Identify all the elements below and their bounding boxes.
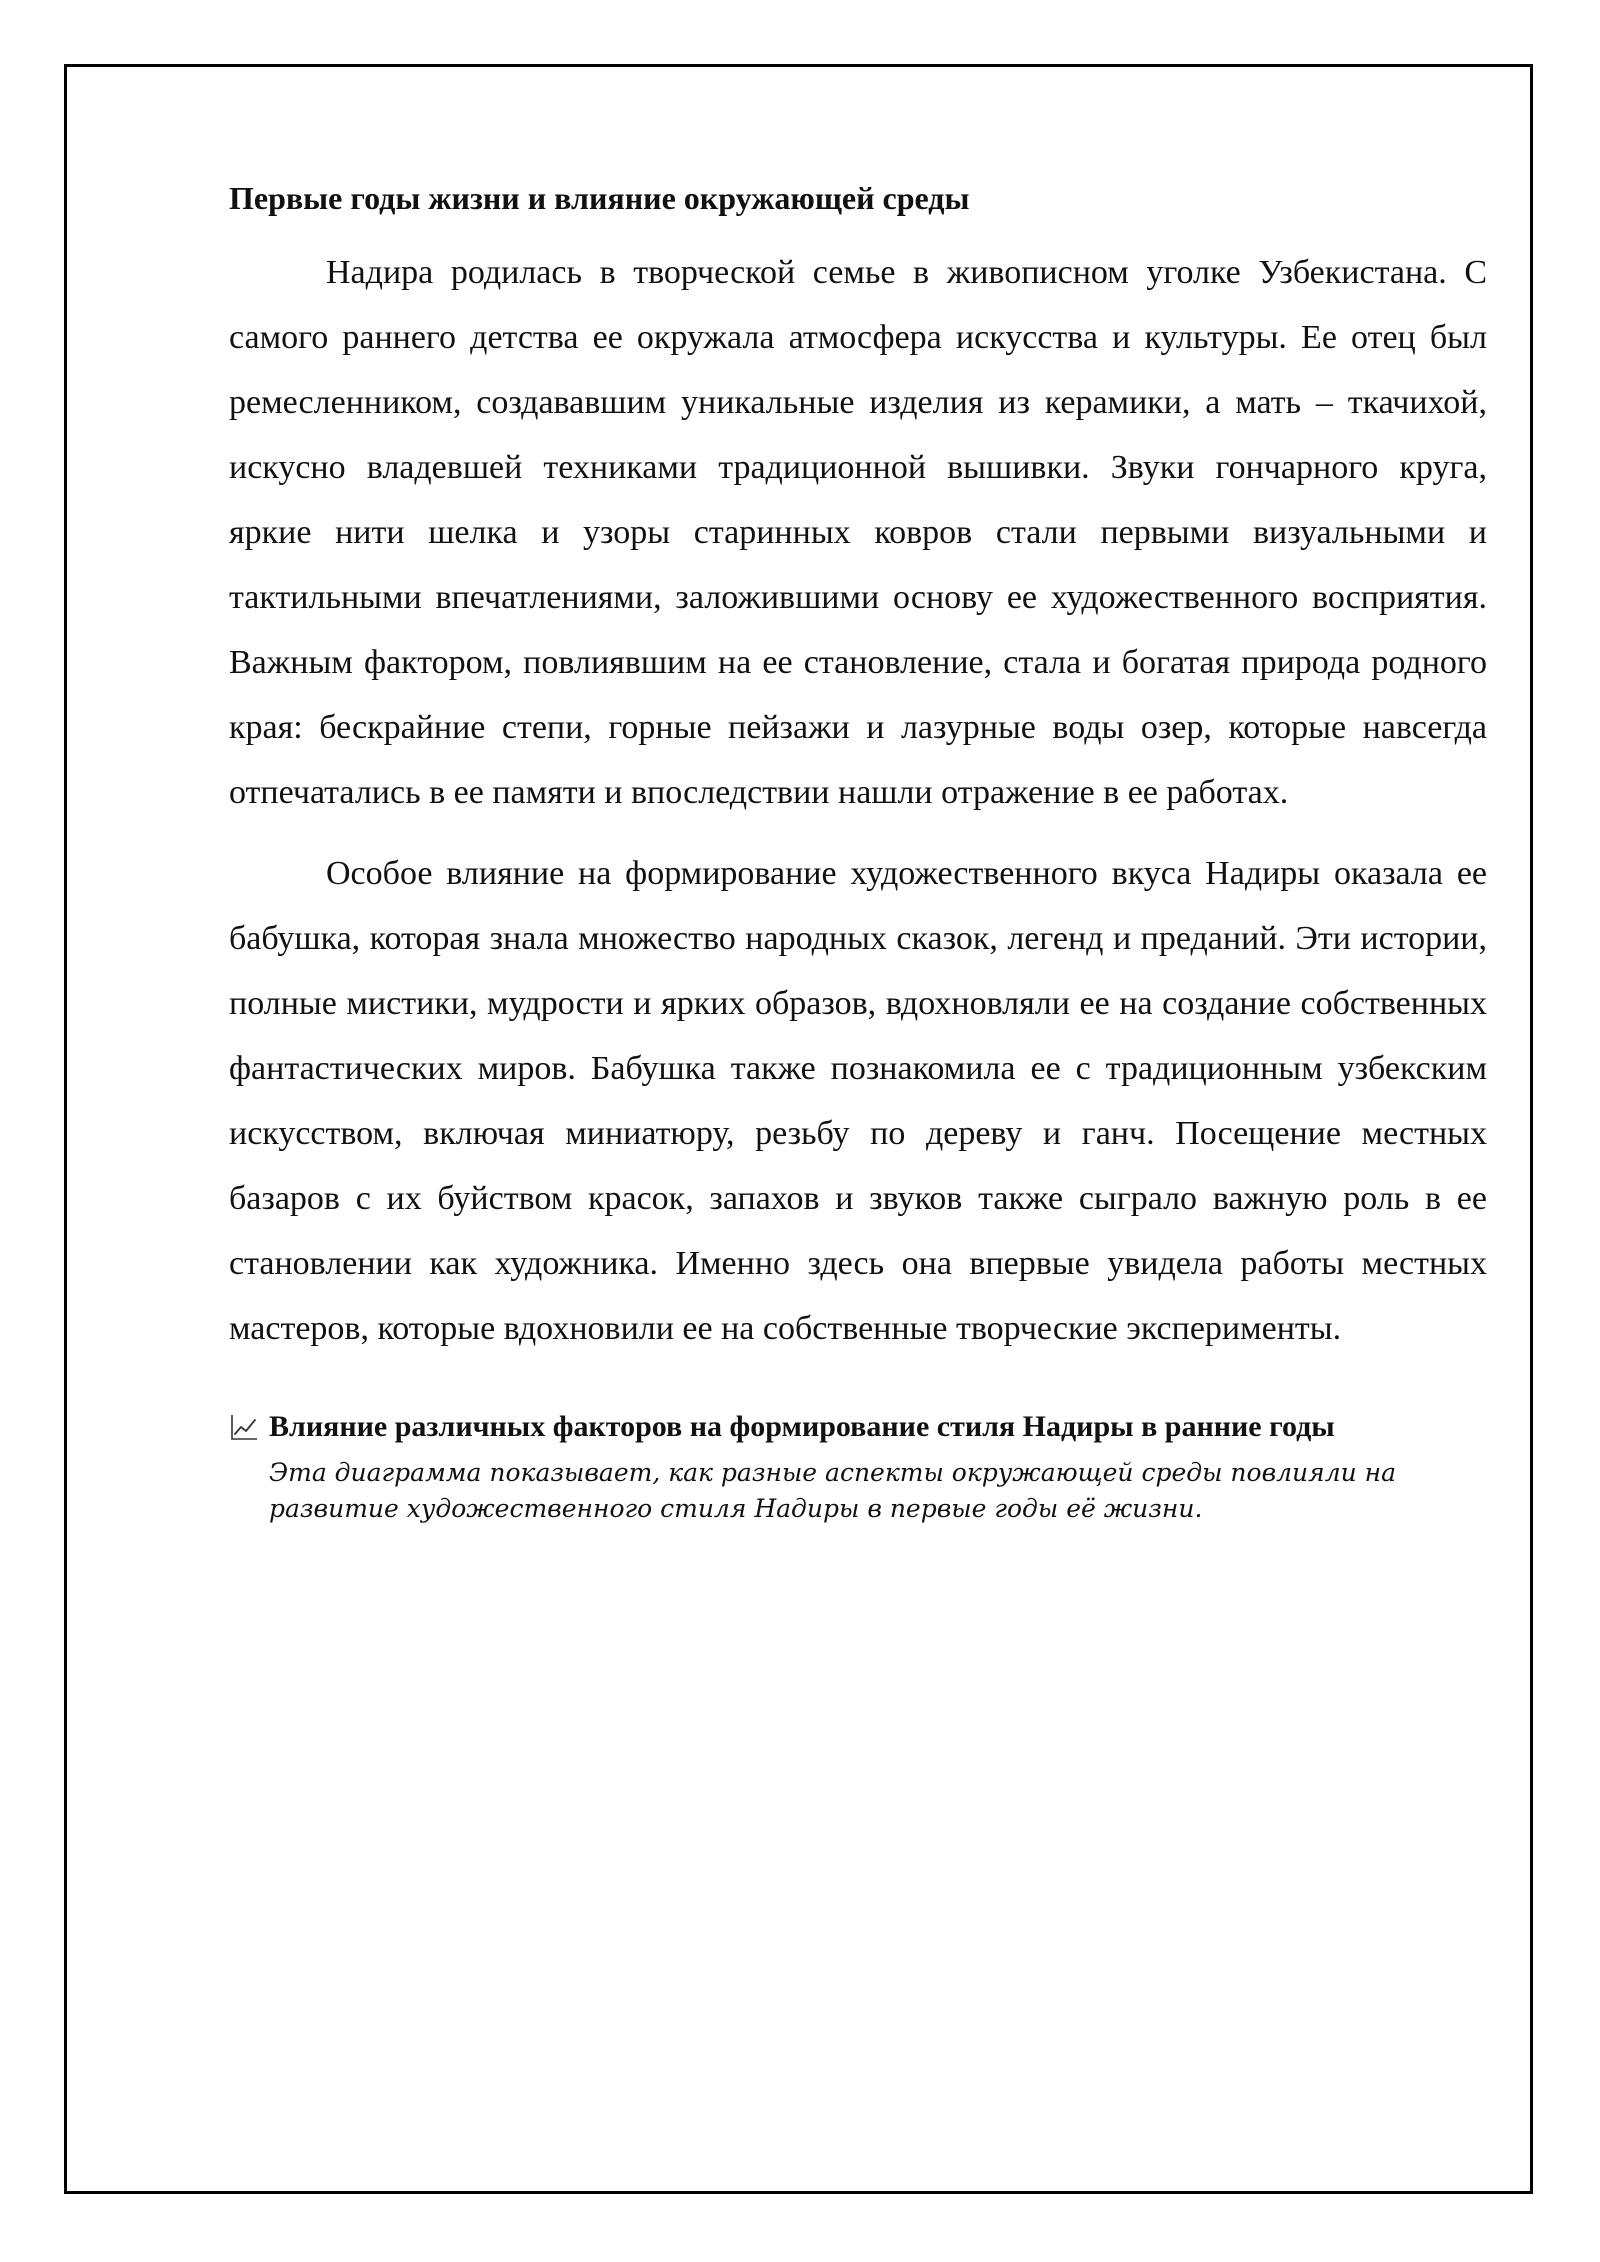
figure-title-row bbox=[229, 1405, 1487, 1449]
document-body bbox=[229, 170, 1487, 1527]
paragraph: Особое влияние на формирование художественного вкуса Надиры оказала ее бабушка, которая знала множество народных сказок, легенд и преданий. Эти истории, полные мистики, мудрости и ярких образов, вдохновляли ее на создание собственных фантастических миров. Бабушка также познакомила ее с традиционным узбекским искусством, включая миниатюру, резьбу по дереву и ганч. Посещение местных базаров с их буйством красок, запахов и звуков также сыграло важную роль в ее становлении как художника. Именно здесь она впервые увидела работы местных мастеров, которые вдохновили ее на собственные творческие эксперименты. bbox=[229, 855, 1487, 1347]
figure-title: Влияние различных факторов на формирование стиля Надиры в ранние годы bbox=[269, 1410, 1335, 1443]
chart-increasing-icon bbox=[229, 1412, 259, 1442]
section-heading: Первые годы жизни и влияние окружающей среды bbox=[229, 180, 970, 216]
paragraph: Надира родилась в творческой семье в живописном уголке Узбекистана. С самого раннего детства ее окружала атмосфера искусства и культуры. Ее отец был ремесленником, создававшим уникальные изделия из керамики, а мать – ткачихой, искусно владевшей техниками традиционной вышивки. Звуки гончарного круга, яркие нити шелка и узоры старинных ковров стали первыми визуальными и тактильными впечатлениями, заложившими основу ее художественного восприятия. Важным фактором, повлиявшим на ее становление, стала и богатая природа родного края: бескрайние степи, горные пейзажи и лазурные воды озер, которые навсегда отпечатались в ее памяти и впоследствии нашли отражение в ее работах. bbox=[229, 254, 1487, 811]
figure bbox=[229, 1405, 1487, 1527]
figure-caption: Эта диаграмма показывает, как разные аспекты окружающей среды повлияли на развитие художественного стиля Надиры в первые годы её жизни. bbox=[269, 1458, 1397, 1523]
